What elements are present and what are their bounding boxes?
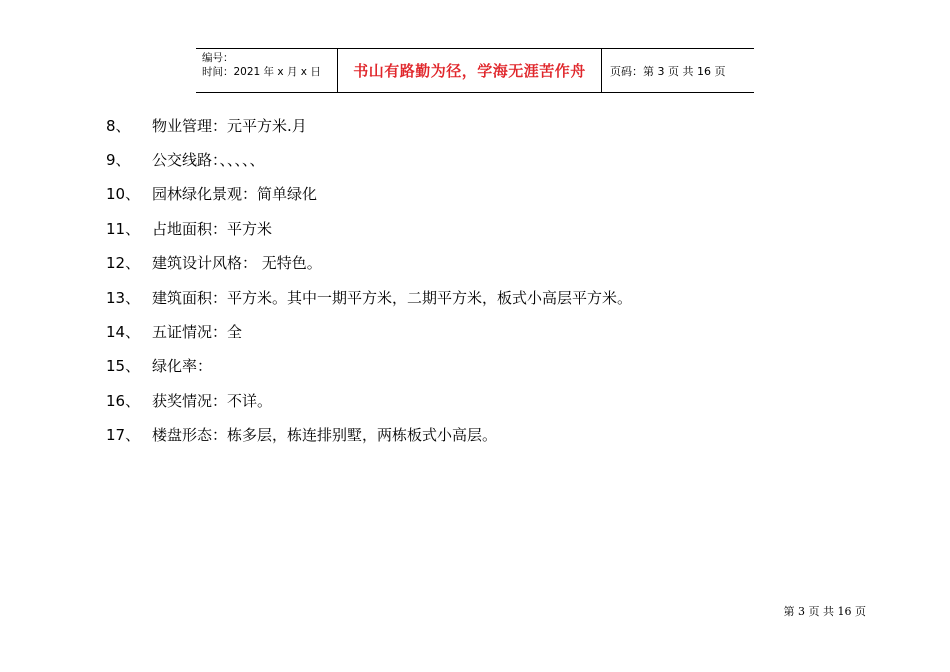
item-text: 五证情况：全 xyxy=(152,323,243,342)
list-item xyxy=(106,211,632,245)
item-text: 园林绿化景观：简单绿化 xyxy=(152,185,318,204)
item-number: 11、 xyxy=(106,219,141,238)
item-text: 公交线路：、、、、、 xyxy=(152,151,265,170)
item-number: 13、 xyxy=(106,288,141,307)
item-number: 14、 xyxy=(106,323,141,342)
item-number: 10、 xyxy=(106,185,141,204)
page-footer: 第 3 页 共 16 页 xyxy=(783,605,866,618)
item-number: 17、 xyxy=(106,426,141,445)
list-item xyxy=(106,349,632,383)
header-page-cell xyxy=(602,49,754,92)
list-item xyxy=(106,177,632,211)
item-number: 15、 xyxy=(106,357,141,376)
item-number: 12、 xyxy=(106,254,141,273)
item-text: 楼盘形态：栋多层，栋连排别墅，两栋板式小高层。 xyxy=(152,426,498,445)
list-item xyxy=(106,280,632,314)
document-header xyxy=(196,48,754,93)
list-item xyxy=(106,418,632,452)
item-text: 获奖情况：不详。 xyxy=(152,391,273,410)
item-number: 9、 xyxy=(106,151,131,170)
page-code: 页码：第 3 页 共 16 页 xyxy=(610,64,726,78)
list-item xyxy=(106,246,632,280)
item-list xyxy=(106,108,632,452)
date-label: 时间：2021 年 x 月 x 日 xyxy=(202,66,321,78)
item-text: 物业管理：元平方米.月 xyxy=(152,116,307,135)
item-number: 8、 xyxy=(106,116,131,135)
header-left-cell xyxy=(196,49,338,92)
list-item xyxy=(106,383,632,417)
item-text: 建筑设计风格： 无特色。 xyxy=(152,254,322,273)
item-text: 绿化率： xyxy=(152,357,213,376)
item-text: 建筑面积：平方米。其中一期平方米，二期平方米，板式小高层平方米。 xyxy=(152,288,633,307)
list-item xyxy=(106,314,632,348)
item-number: 16、 xyxy=(106,391,141,410)
item-text: 占地面积：平方米 xyxy=(152,219,273,238)
serial-label: 编号： xyxy=(202,52,234,64)
list-item xyxy=(106,142,632,176)
header-motto-cell xyxy=(338,49,602,92)
list-item xyxy=(106,108,632,142)
motto-text: 书山有路勤为径，学海无涯苦作舟 xyxy=(353,62,586,80)
